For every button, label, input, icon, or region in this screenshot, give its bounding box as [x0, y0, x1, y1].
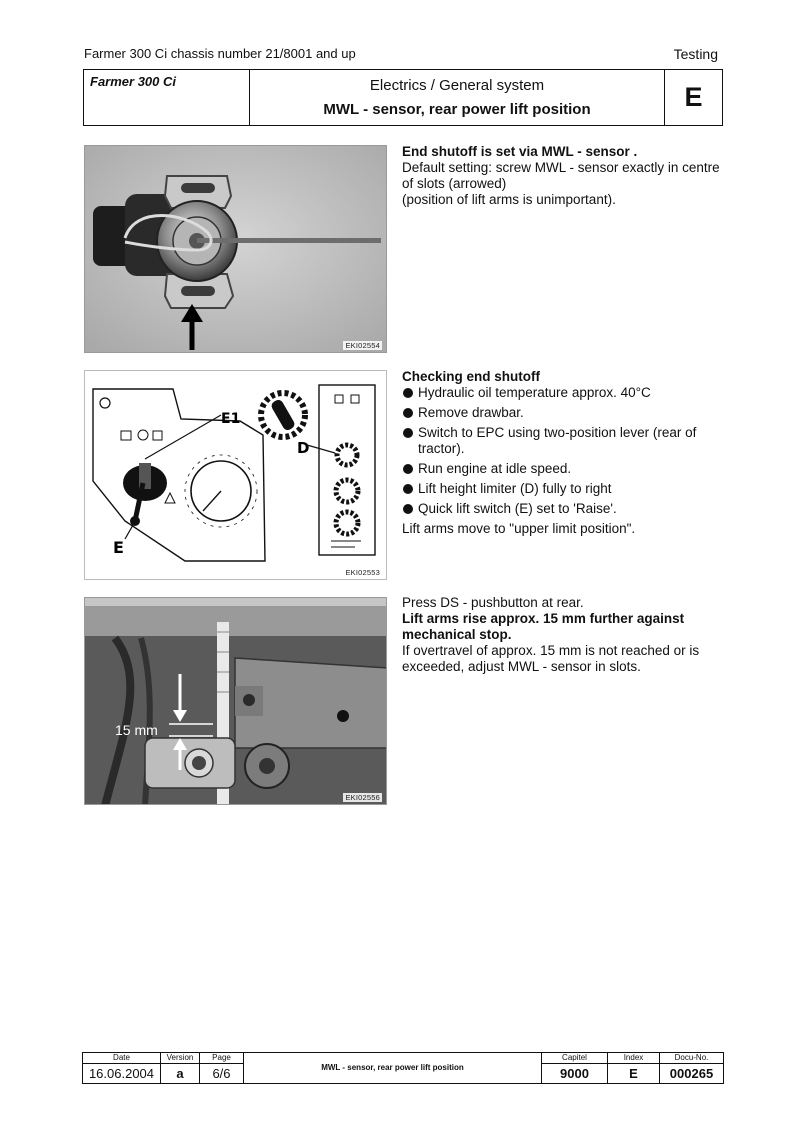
checklist	[402, 385, 732, 517]
section-1-text	[402, 144, 732, 208]
footer-table	[82, 1052, 724, 1084]
footer-page: 6/6	[200, 1064, 244, 1084]
label-e: E	[113, 538, 124, 557]
header-category: Electrics / General system	[369, 77, 545, 94]
footer-label-version: Version	[161, 1053, 200, 1064]
sensor-photo-image	[85, 146, 387, 353]
model-name: Farmer 300 Ci	[84, 70, 250, 125]
checklist-item: Hydraulic oil temperature approx. 40°C	[402, 385, 732, 401]
footer-label-docu-no: Docu-No.	[660, 1053, 724, 1064]
label-d: D	[297, 439, 310, 457]
figure-code: EKI02556	[345, 793, 380, 802]
footer-docu-no: 000265	[660, 1064, 724, 1084]
section-3-text	[402, 595, 732, 675]
sensor-photo	[84, 145, 387, 353]
control-panel-drawing	[85, 371, 387, 580]
section-2-heading: Checking end shutoff	[402, 369, 540, 384]
checklist-item: Run engine at idle speed.	[402, 461, 732, 477]
section-1-heading: End shutoff is set via MWL - sensor .	[402, 144, 638, 159]
section-1-body-2: (position of lift arms is unimportant).	[402, 192, 616, 207]
lift-arm-photo	[84, 597, 387, 805]
footer-index: E	[608, 1064, 660, 1084]
lift-arm-photo-image	[85, 598, 387, 805]
checklist-item: Switch to EPC using two-position lever (rear of tractor).	[402, 425, 732, 457]
footer-label-page: Page	[200, 1053, 244, 1064]
section-3-intro: Press DS - pushbutton at rear.	[402, 595, 584, 610]
section-3-body: If overtravel of approx. 15 mm is not reached or is exceeded, adjust MWL - sensor in slots.	[402, 643, 700, 674]
footer-label-index: Index	[608, 1053, 660, 1064]
header-title-area	[250, 70, 664, 125]
section-2-after: Lift arms move to "upper limit position".	[402, 521, 636, 536]
measurement-label: 15 mm	[115, 722, 158, 738]
section-letter: E	[664, 70, 722, 125]
checklist-item: Lift height limiter (D) fully to right	[402, 481, 732, 497]
section-2-text	[402, 369, 732, 537]
figure-code: EKI02553	[345, 568, 380, 577]
header-box	[83, 69, 723, 126]
footer-version: a	[161, 1064, 200, 1084]
section-1-body-1: Default setting: screw MWL - sensor exactly in centre of slots (arrowed)	[402, 160, 720, 191]
figure-code: EKI02554	[345, 341, 380, 350]
footer-label-capitel: Capitel	[542, 1053, 608, 1064]
label-e1: E1	[221, 411, 241, 427]
footer-title: MWL - sensor, rear power lift position	[244, 1053, 542, 1084]
document-category: Testing	[673, 46, 718, 62]
header-title: MWL - sensor, rear power lift position	[323, 101, 591, 118]
footer-label-date: Date	[83, 1053, 161, 1064]
footer-capitel: 9000	[542, 1064, 608, 1084]
document-subtitle: Farmer 300 Ci chassis number 21/8001 and up	[84, 46, 356, 61]
checklist-item: Quick lift switch (E) set to 'Raise'.	[402, 501, 732, 517]
footer-date: 16.06.2004	[83, 1064, 161, 1084]
control-panel-diagram	[84, 370, 387, 580]
checklist-item: Remove drawbar.	[402, 405, 732, 421]
section-3-heading: Lift arms rise approx. 15 mm further against mechanical stop.	[402, 611, 685, 642]
